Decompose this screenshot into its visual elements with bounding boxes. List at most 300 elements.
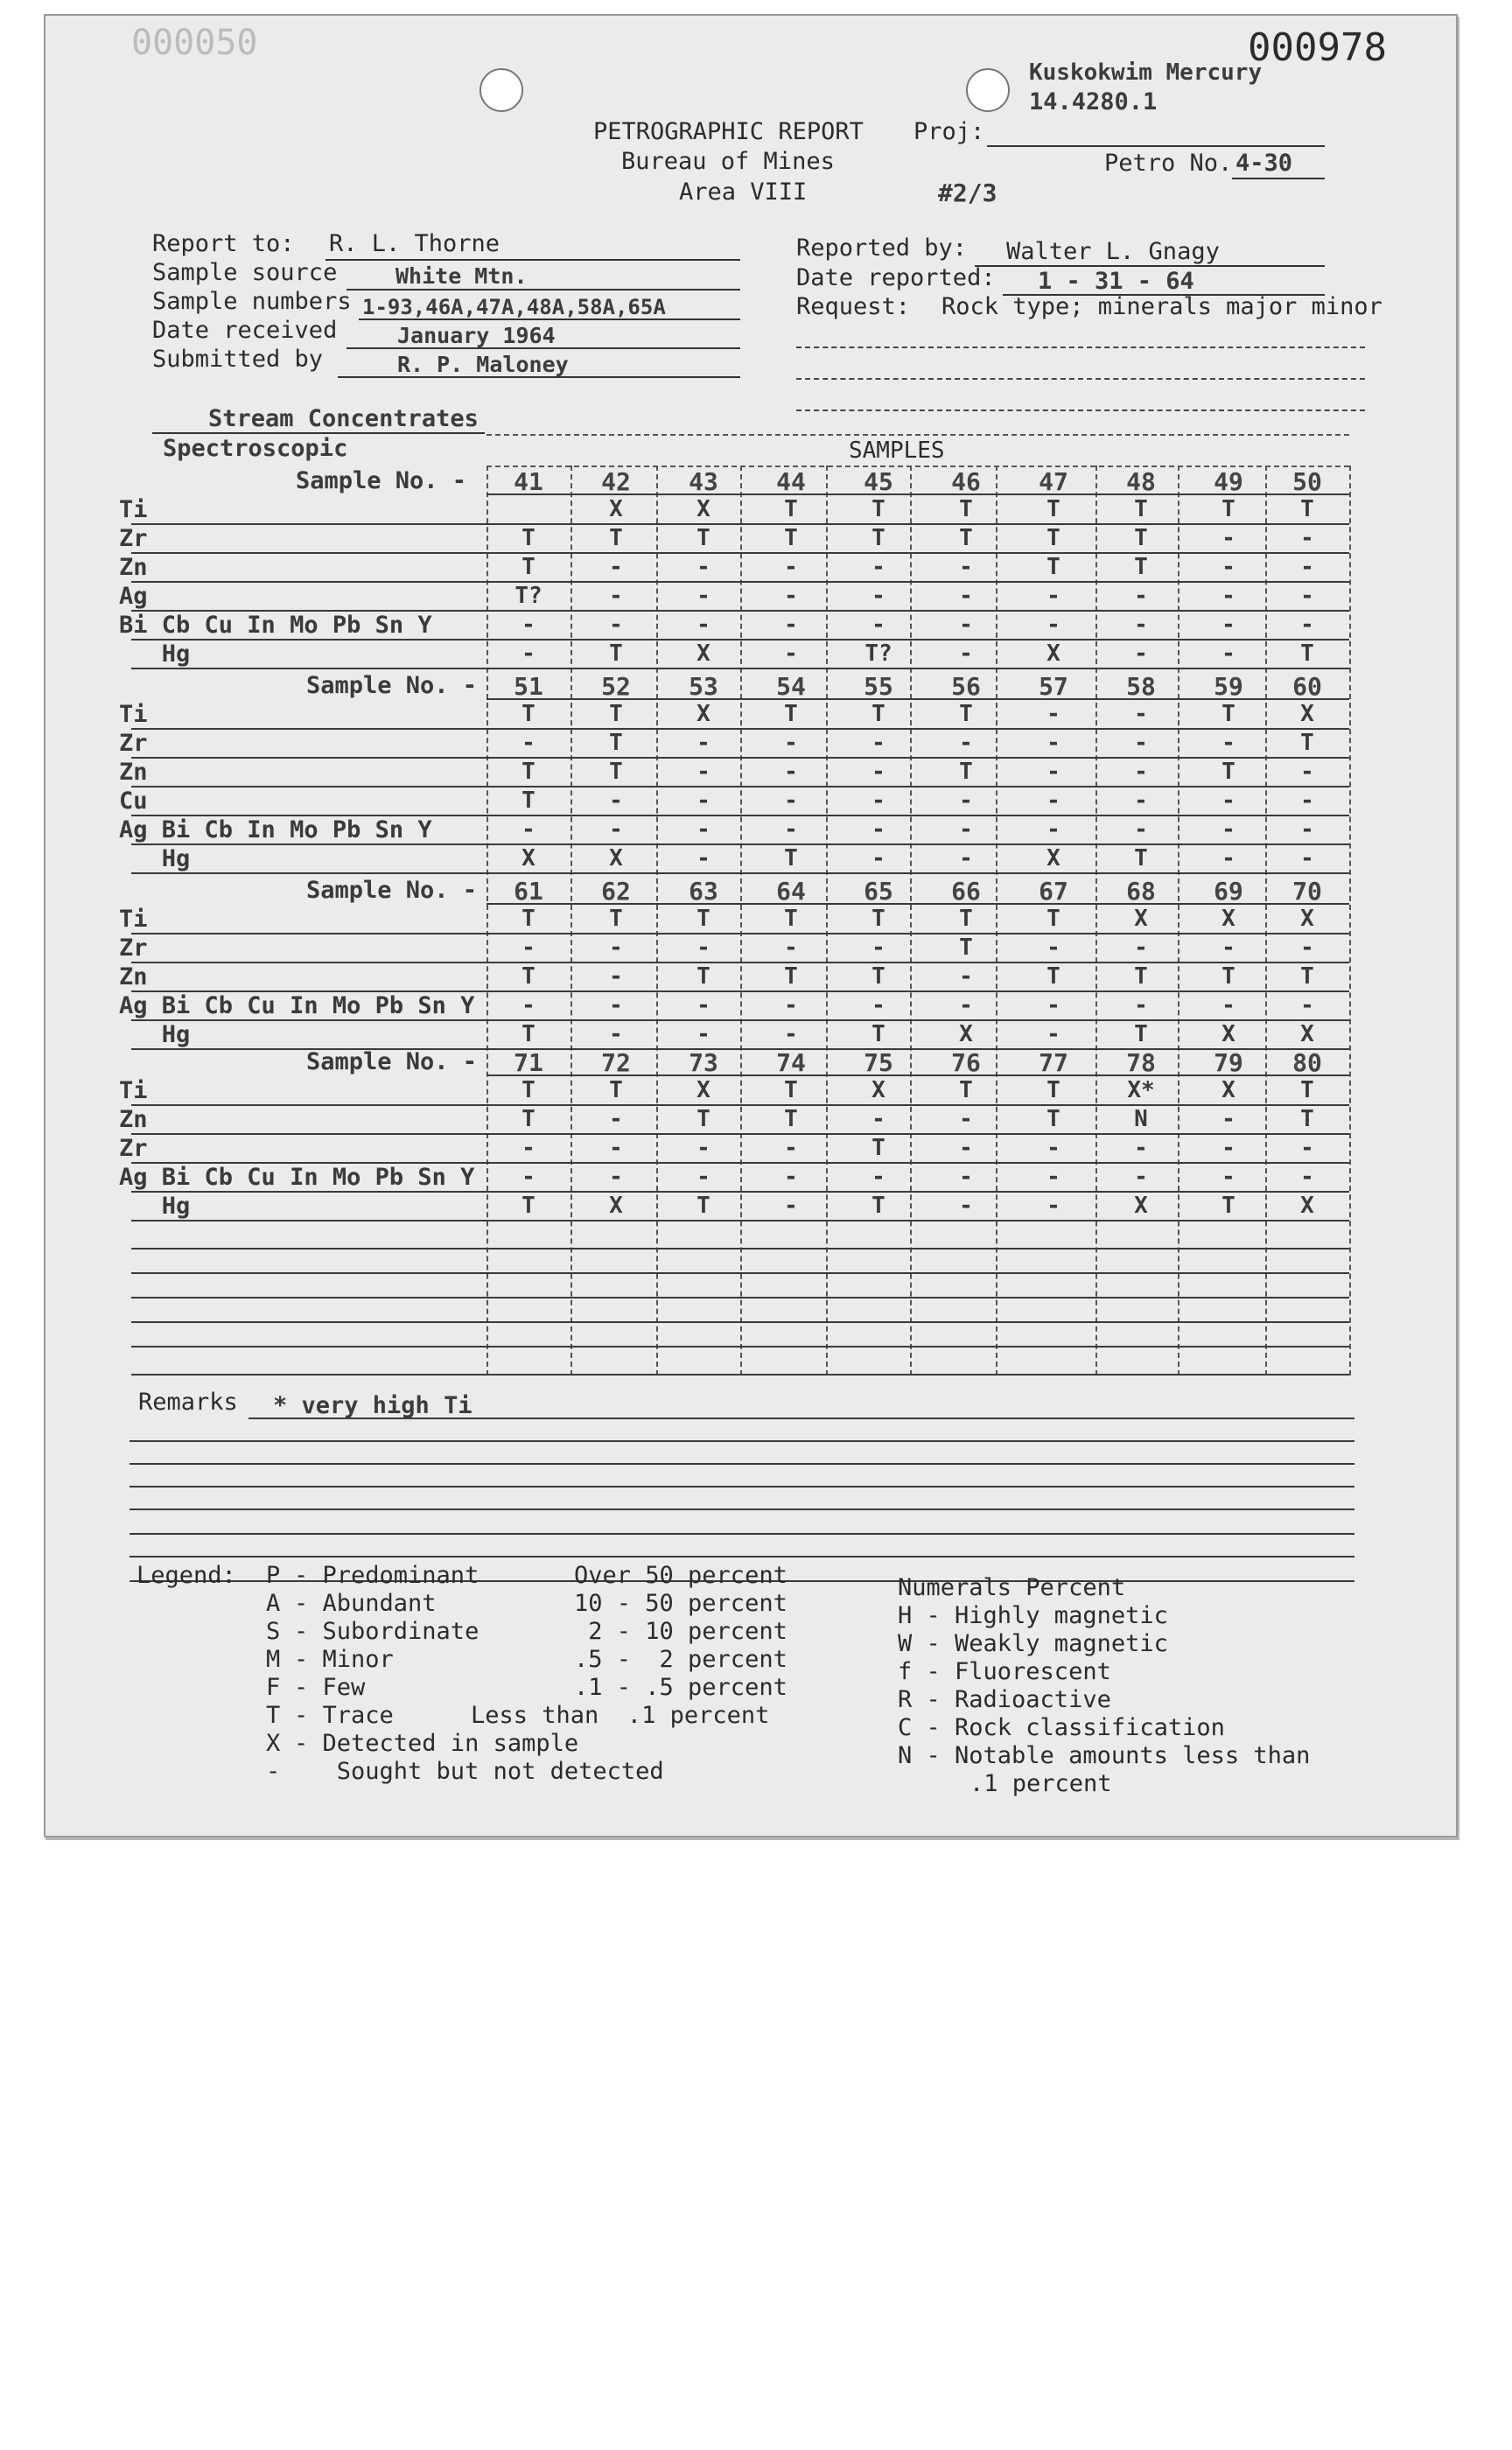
element-label: Zr [119, 1135, 148, 1162]
table-cell: X [959, 1021, 973, 1047]
legend-range: 2 - 10 percent [574, 1618, 788, 1645]
table-cell: T [1222, 1193, 1236, 1219]
table-cell: - [1134, 1164, 1148, 1190]
table-cell: X [1046, 845, 1060, 872]
sample-numbers-line [359, 318, 740, 320]
table-cell: T [609, 730, 623, 756]
table-cell: T [609, 906, 623, 932]
table-cell: - [1300, 525, 1314, 551]
element-label: Cu [119, 788, 148, 815]
table-cell: T [522, 701, 536, 727]
spectroscopic-label: Spectroscopic [163, 435, 348, 462]
table-cell: - [872, 759, 886, 785]
element-label: Zr [119, 730, 148, 757]
table-cell: T [1222, 701, 1236, 727]
table-cell: - [1222, 934, 1236, 961]
table-cell: T [784, 701, 798, 727]
table-cell: - [1046, 788, 1060, 814]
request-line-1 [796, 346, 1365, 348]
legend-right-item: R - Radioactive [898, 1686, 1111, 1713]
project-title: Kuskokwim Mercury [1029, 60, 1263, 86]
table-cell: T [872, 525, 886, 551]
table-cell: - [1046, 992, 1060, 1018]
table-cell: T [1046, 554, 1060, 580]
table-cell: - [1222, 1164, 1236, 1190]
legend-right-item: W - Weakly magnetic [898, 1630, 1168, 1657]
legend-desc: - Few [294, 1674, 366, 1701]
table-cell: - [784, 992, 798, 1018]
date-reported-value: 1 - 31 - 64 [1038, 268, 1194, 295]
sample-number: 65 [864, 877, 893, 906]
table-cell: X [609, 496, 623, 522]
table-cell: X [1134, 906, 1148, 932]
element-label: Hg [119, 845, 191, 872]
table-cell: - [1300, 554, 1314, 580]
table-cell: T [1222, 963, 1236, 990]
table-cell: - [959, 612, 973, 638]
table-cell: - [609, 934, 623, 961]
remarks-label: Remarks [138, 1389, 238, 1416]
table-cell: - [1134, 583, 1148, 609]
table-cell: - [784, 1164, 798, 1190]
table-cell: - [696, 845, 710, 872]
legend-right-title: Numerals Percent [898, 1574, 1126, 1601]
sample-number: 73 [689, 1048, 718, 1077]
table-cell: T [872, 1193, 886, 1219]
sample-number: 58 [1126, 672, 1156, 701]
table-cell: X [696, 496, 710, 522]
table-cell: T [522, 525, 536, 551]
table-cell: - [1222, 1135, 1236, 1161]
table-cell: X [1300, 1193, 1314, 1219]
table-cell: - [1300, 612, 1314, 638]
remarks-line-6 [130, 1556, 1354, 1558]
sample-no-underline [486, 1074, 1349, 1076]
sample-number: 76 [951, 1048, 981, 1077]
sample-number: 54 [776, 672, 806, 701]
table-cell: - [522, 730, 536, 756]
request-line-3 [796, 410, 1365, 411]
table-cell: - [872, 554, 886, 580]
element-label: Hg [119, 640, 191, 668]
sample-no-underline [486, 903, 1349, 905]
table-cell: - [1134, 992, 1148, 1018]
table-cell: T [872, 906, 886, 932]
sample-number: 61 [514, 877, 543, 906]
table-cell: T [696, 963, 710, 990]
table-cell: T [1046, 1106, 1060, 1132]
legend-right-item: N - Notable amounts less than [898, 1742, 1311, 1769]
table-cell: T [872, 963, 886, 990]
table-cell: - [696, 992, 710, 1018]
sample-number: 63 [689, 877, 718, 906]
sample-no-label: Sample No. - [306, 1048, 478, 1075]
table-cell: - [1300, 934, 1314, 961]
table-cell: X [1222, 906, 1236, 932]
table-cell: - [959, 1193, 973, 1219]
table-cell: - [1222, 1106, 1236, 1132]
table-cell: T [959, 701, 973, 727]
table-cell: T [1134, 1021, 1148, 1047]
table-cell: X [696, 640, 710, 667]
legend-desc: Sought but not detected [294, 1758, 664, 1785]
table-cell: T [959, 496, 973, 522]
sample-source-line [346, 289, 740, 290]
table-cell: T [696, 525, 710, 551]
table-cell: T [1300, 963, 1314, 990]
sample-source-value: White Mtn. [396, 263, 528, 289]
table-cell: - [872, 788, 886, 814]
element-label: Ti [119, 906, 148, 933]
table-cell: - [872, 992, 886, 1018]
table-cell: T [1046, 906, 1060, 932]
element-label: Zr [119, 525, 148, 552]
table-cell: X [1134, 1193, 1148, 1219]
element-label: Ti [119, 1077, 148, 1104]
petro-number: 4-30 [1236, 150, 1293, 177]
sample-source-label: Sample source [152, 259, 338, 286]
reported-by-label: Reported by: [796, 234, 968, 262]
table-cell: X [522, 845, 536, 872]
table-cell: - [1222, 640, 1236, 667]
table-cell: - [872, 816, 886, 843]
table-cell: - [1134, 1135, 1148, 1161]
sample-number: 72 [601, 1048, 631, 1077]
table-cell: - [696, 1021, 710, 1047]
table-cell: - [1046, 583, 1060, 609]
table-cell: - [784, 612, 798, 638]
date-reported-label: Date reported: [796, 264, 996, 291]
sample-number: 55 [864, 672, 893, 701]
table-cell: - [1300, 992, 1314, 1018]
date-received-line [346, 347, 740, 349]
submitted-by-label: Submitted by [152, 346, 324, 373]
remarks-line-3 [130, 1486, 1354, 1488]
table-cell: - [609, 963, 623, 990]
legend-code: X [266, 1730, 281, 1757]
sample-no-label: Sample No. - [306, 877, 478, 904]
doc-number: 000978 [1248, 25, 1387, 70]
table-cell: - [1222, 730, 1236, 756]
table-cell: T [1300, 730, 1314, 756]
table-cell: T [784, 845, 798, 872]
table-cell: - [609, 554, 623, 580]
blank-row-line [131, 1272, 1349, 1274]
legend-code: F [266, 1674, 281, 1701]
stream-concentrates-label: Stream Concentrates [208, 405, 479, 432]
table-cell: X [696, 1077, 710, 1103]
table-cell: T [1300, 1077, 1314, 1103]
sample-number: 74 [776, 1048, 806, 1077]
table-cell: - [1300, 583, 1314, 609]
sample-number: 43 [689, 467, 718, 496]
table-cell: - [1046, 701, 1060, 727]
table-cell: X [609, 845, 623, 872]
table-cell: T [522, 963, 536, 990]
table-cell: - [1222, 816, 1236, 843]
table-cell: X [696, 701, 710, 727]
sample-no-label: Sample No. - [296, 467, 467, 494]
table-cell: T? [514, 583, 542, 609]
table-cell: - [872, 583, 886, 609]
table-cell: - [784, 1193, 798, 1219]
table-cell: - [1222, 992, 1236, 1018]
table-cell: T [784, 525, 798, 551]
sample-number: 68 [1126, 877, 1156, 906]
table-cell: - [1300, 1135, 1314, 1161]
legend-range: .5 - 2 percent [574, 1646, 788, 1673]
table-cell: - [1134, 788, 1148, 814]
table-cell: T [959, 759, 973, 785]
legend-desc: - Abundant [294, 1590, 437, 1617]
table-cell: T [959, 1077, 973, 1103]
element-label: Ag Bi Cb Cu In Mo Pb Sn Y [119, 992, 475, 1019]
table-cell: T [522, 1021, 536, 1047]
sample-number: 57 [1039, 672, 1068, 701]
table-cell: T [784, 963, 798, 990]
table-cell: - [959, 1106, 973, 1132]
submitted-by-line [338, 376, 740, 378]
sample-numbers-value: 1-93,46A,47A,48A,58A,65A [362, 295, 666, 319]
sample-number: 47 [1039, 467, 1068, 496]
table-cell: - [522, 816, 536, 843]
table-cell: - [696, 583, 710, 609]
sample-number: 75 [864, 1048, 893, 1077]
remarks-line-1 [130, 1440, 1354, 1442]
project-code: 14.4280.1 [1029, 88, 1158, 116]
table-cell: - [609, 1164, 623, 1190]
legend-desc: - Trace [294, 1702, 394, 1729]
table-cell: - [784, 934, 798, 961]
sample-number: 56 [951, 672, 981, 701]
table-cell: - [609, 1021, 623, 1047]
legend-range: Over 50 percent [574, 1562, 788, 1589]
table-cell: - [1046, 816, 1060, 843]
element-label: Ag [119, 583, 148, 610]
table-cell: - [609, 1106, 623, 1132]
submitted-by-value: R. P. Maloney [397, 352, 569, 377]
date-received-value: January 1964 [397, 323, 556, 348]
request-value: Rock type; minerals major minor [942, 293, 1382, 320]
legend-desc: - Minor [294, 1646, 394, 1673]
table-cell: - [609, 816, 623, 843]
table-cell: - [522, 612, 536, 638]
remarks-text: * very high Ti [273, 1392, 472, 1419]
legend-right-item: H - Highly magnetic [898, 1602, 1168, 1629]
table-cell: T [872, 1135, 886, 1161]
table-cell: T [1046, 963, 1060, 990]
element-label: Ag Bi Cb Cu In Mo Pb Sn Y [119, 1164, 475, 1191]
sample-number: 71 [514, 1048, 543, 1077]
table-cell: - [1134, 640, 1148, 667]
table-cell: X* [1127, 1077, 1155, 1103]
table-cell: T [696, 1193, 710, 1219]
table-cell: N [1134, 1106, 1148, 1132]
remarks-line-5 [130, 1533, 1354, 1535]
faded-doc-number: 000050 [131, 23, 258, 63]
blank-row-line [131, 1248, 1349, 1250]
element-label: Zn [119, 554, 148, 581]
table-cell: T [784, 906, 798, 932]
reported-by-line [975, 265, 1325, 267]
table-cell: - [784, 640, 798, 667]
legend-code: P [266, 1562, 281, 1589]
table-cell: - [696, 1164, 710, 1190]
request-label: Request: [796, 293, 911, 320]
table-cell: - [696, 759, 710, 785]
table-cell: T [959, 906, 973, 932]
table-cell: T [609, 640, 623, 667]
table-cell: - [959, 845, 973, 872]
table-cell: - [1134, 816, 1148, 843]
table-cell: - [1046, 1164, 1060, 1190]
legend-range: Less than .1 percent [471, 1702, 770, 1729]
element-label: Ti [119, 496, 148, 523]
table-cell: - [959, 788, 973, 814]
table-cell: - [784, 788, 798, 814]
table-cell: - [959, 583, 973, 609]
table-bottom-line [131, 1374, 1349, 1376]
sample-number: 80 [1292, 1048, 1322, 1077]
legend-code: - [266, 1758, 281, 1785]
legend-right-item: f - Fluorescent [898, 1658, 1111, 1685]
element-label: Hg [119, 1193, 191, 1220]
table-cell: T [1300, 1106, 1314, 1132]
date-received-label: Date received [152, 317, 338, 344]
blank-row-line [131, 1321, 1349, 1323]
table-cell: T [1134, 845, 1148, 872]
table-cell: - [522, 934, 536, 961]
element-label: Zr [119, 934, 148, 962]
sample-number: 77 [1039, 1048, 1068, 1077]
blank-row-line [131, 1297, 1349, 1298]
table-cell: T [1046, 1077, 1060, 1103]
table-cell: - [959, 1164, 973, 1190]
table-cell: - [872, 612, 886, 638]
table-cell: T [1134, 525, 1148, 551]
sample-no-underline [486, 494, 1349, 495]
table-cell: - [609, 788, 623, 814]
legend-code: M [266, 1646, 281, 1673]
table-cell: - [1300, 816, 1314, 843]
table-cell: - [522, 1135, 536, 1161]
table-cell: - [959, 640, 973, 667]
table-row-line [131, 1220, 1349, 1222]
legend-code: T [266, 1702, 281, 1729]
table-cell: - [1046, 1135, 1060, 1161]
sample-number: 79 [1214, 1048, 1243, 1077]
table-cell: T [784, 1077, 798, 1103]
table-cell: T [522, 554, 536, 580]
table-cell: - [1134, 730, 1148, 756]
table-cell: - [1222, 612, 1236, 638]
table-cell: - [959, 816, 973, 843]
table-cell: - [959, 1135, 973, 1161]
legend-right-extra: .1 percent [970, 1770, 1112, 1797]
table-cell: - [872, 1164, 886, 1190]
table-cell: - [784, 1021, 798, 1047]
page-mark: #2/3 [938, 178, 998, 207]
table-cell: X [1222, 1021, 1236, 1047]
table-cell: T [696, 1106, 710, 1132]
column-divider [570, 466, 572, 1376]
table-cell: - [1300, 845, 1314, 872]
sample-number: 69 [1214, 877, 1243, 906]
table-cell: - [784, 1135, 798, 1161]
table-cell: T [1222, 496, 1236, 522]
table-cell: T [959, 934, 973, 961]
sample-no-underline [486, 698, 1349, 700]
table-cell: - [1222, 788, 1236, 814]
legend-desc: - Detected in sample [294, 1730, 579, 1757]
legend-right-item: C - Rock classification [898, 1714, 1225, 1741]
table-cell: T? [864, 640, 892, 667]
table-cell: T [1134, 554, 1148, 580]
table-cell: - [1300, 759, 1314, 785]
table-cell: - [1300, 1164, 1314, 1190]
report-to-label: Report to: [152, 230, 295, 257]
table-cell: T [784, 496, 798, 522]
table-cell: T [522, 788, 536, 814]
table-cell: T [609, 1077, 623, 1103]
sample-number: 50 [1292, 467, 1322, 496]
table-cell: - [784, 554, 798, 580]
table-cell: - [1046, 1021, 1060, 1047]
table-cell: X [1046, 640, 1060, 667]
proj-underline [987, 145, 1325, 147]
sample-number: 53 [689, 672, 718, 701]
table-cell: X [609, 1193, 623, 1219]
table-cell: T [872, 1021, 886, 1047]
table-cell: T [1222, 759, 1236, 785]
report-to-value: R. L. Thorne [329, 230, 500, 257]
table-cell: - [1046, 612, 1060, 638]
legend-desc: - Predominant [294, 1562, 480, 1589]
report-title: PETROGRAPHIC REPORT [593, 118, 864, 145]
table-cell: T [696, 906, 710, 932]
table-cell: T [609, 701, 623, 727]
legend-range: 10 - 50 percent [574, 1590, 788, 1617]
sample-number: 64 [776, 877, 806, 906]
table-cell: T [784, 1106, 798, 1132]
element-label: Zn [119, 759, 148, 786]
table-cell: T [609, 759, 623, 785]
table-cell: T [522, 906, 536, 932]
table-cell: - [872, 730, 886, 756]
table-cell: - [696, 816, 710, 843]
table-cell: T [609, 525, 623, 551]
sample-number: 42 [601, 467, 631, 496]
table-cell: - [696, 612, 710, 638]
table-cell: - [1222, 525, 1236, 551]
table-cell: - [696, 788, 710, 814]
table-cell: - [609, 612, 623, 638]
remarks-line-2 [130, 1463, 1354, 1465]
reported-by-value: Walter L. Gnagy [1006, 238, 1220, 265]
table-cell: - [696, 554, 710, 580]
table-cell: X [1222, 1077, 1236, 1103]
table-cell: T [959, 525, 973, 551]
table-cell: - [522, 992, 536, 1018]
sample-number: 66 [951, 877, 981, 906]
table-cell: - [1046, 730, 1060, 756]
punch-hole-right [966, 68, 1010, 112]
table-cell: - [959, 992, 973, 1018]
sample-number: 46 [951, 467, 981, 496]
table-cell: T [522, 1077, 536, 1103]
table-cell: - [784, 730, 798, 756]
table-cell: T [522, 1106, 536, 1132]
